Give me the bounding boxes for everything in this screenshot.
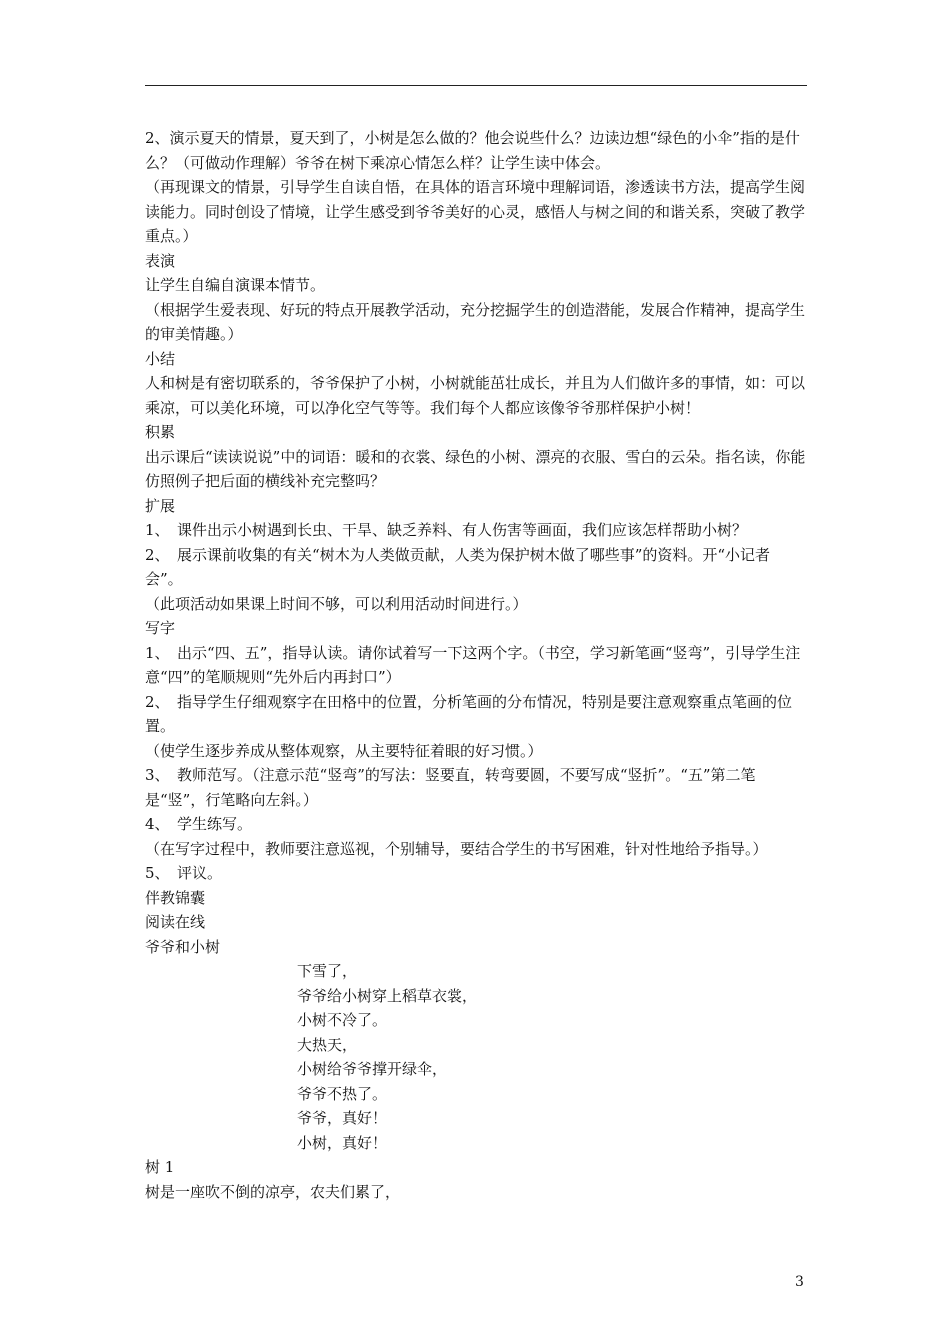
poem-title: 爷爷和小树 [145,937,221,956]
poem-line: 爷爷给小树穿上稻草衣裳， [297,986,478,1005]
section-heading: 伴教锦囊 [145,888,206,907]
list-item: 5、 评议。 [145,864,223,882]
paragraph: （在写字过程中，教师要注意巡视，个别辅导，要结合学生的书写困难，针对性地给予指导。） [145,839,768,858]
section-heading: 小结 [145,349,176,368]
poem-line: 下雪了， [297,962,358,980]
paragraph: （再现课文的情景，引导学生自读自悟，在具体的语言环境中理解词语，渗透读书方法，提高学生阅读能力。同时创设了情境，让学生感受到爷爷美好的心灵，感悟人与树之间的和谐关系，突破了教学重点。） [145,178,806,245]
list-item: 1、 出示“四、五”，指导认读。请你试着写一下这两个字。（书空，学习新笔画“竖弯”，引导学生注意“四”的笔顺规则“先外后内再封口”） [145,643,801,686]
poem-line: 小树不冷了。 [297,1011,388,1029]
document-body [145,126,807,1204]
paragraph: （使学生逐步养成从整体观察，从主要特征着眼的好习惯。） [145,741,543,760]
paragraph: （此项活动如果课上时间不够，可以利用活动时间进行。） [145,594,528,613]
list-item: 3、 教师范写。（注意示范“竖弯”的写法：竖要直，转弯要圆，不要写成“竖折”。“五”第二笔是“竖”，行笔略向左斜。） [145,766,756,809]
section-heading: 扩展 [145,496,176,515]
paragraph: 出示课后“读读说说”中的词语：暖和的衣裳、绿色的小树、漂亮的衣服、雪白的云朵。指名读，你能仿照例子把后面的横线补充完整吗？ [145,447,806,490]
poem [297,959,807,1155]
poem-line: 爷爷不热了。 [297,1084,388,1103]
list-item: 1、 课件出示小树遇到长虫、干旱、缺乏养料、有人伤害等画面，我们应该怎样帮助小树？ [145,521,748,539]
page-number: 3 [795,1274,804,1290]
list-item: 4、 学生练写。 [145,815,253,833]
list-item: 2、 展示课前收集的有关“树木为人类做贡献，人类为保护树木做了哪些事”的资料。开“小记者会”。 [145,545,771,588]
section-heading: 写字 [145,619,176,637]
poem-line: 爷爷，真好！ [297,1109,388,1127]
paragraph: 2、演示夏天的情景，夏天到了，小树是怎么做的？他会说些什么？边读边想“绿色的小伞”指的是什么？（可做动作理解）爷爷在树下乘凉心情怎么样？让学生读中体会。 [145,129,800,172]
list-item: 2、 指导学生仔细观察字在田格中的位置，分析笔画的分布情况，特别是要注意观察重点笔画的位置。 [145,692,793,735]
paragraph: 让学生自编自演课本情节。 [145,276,326,294]
section-heading: 积累 [145,423,176,441]
paragraph: 树是一座吹不倒的凉亭，农夫们累了， [145,1182,401,1201]
header-rule [145,85,807,86]
poem-line: 大热天， [297,1035,358,1054]
section-heading: 阅读在线 [145,913,206,931]
paragraph: （根据学生爱表现、好玩的特点开展教学活动，充分挖掘学生的创造潜能，发展合作精神，提高学生的审美情趣。） [145,300,806,343]
section-heading: 表演 [145,251,176,270]
section-heading: 树 1 [145,1158,175,1176]
poem-line: 小树，真好！ [297,1133,388,1152]
poem-line: 小树给爷爷撑开绿伞， [297,1060,448,1078]
paragraph: 人和树是有密切联系的，爷爷保护了小树，小树就能茁壮成长，并且为人们做许多的事情，如：可以乘凉，可以美化环境，可以净化空气等等。我们每个人都应该像爷爷那样保护小树！ [145,374,806,417]
